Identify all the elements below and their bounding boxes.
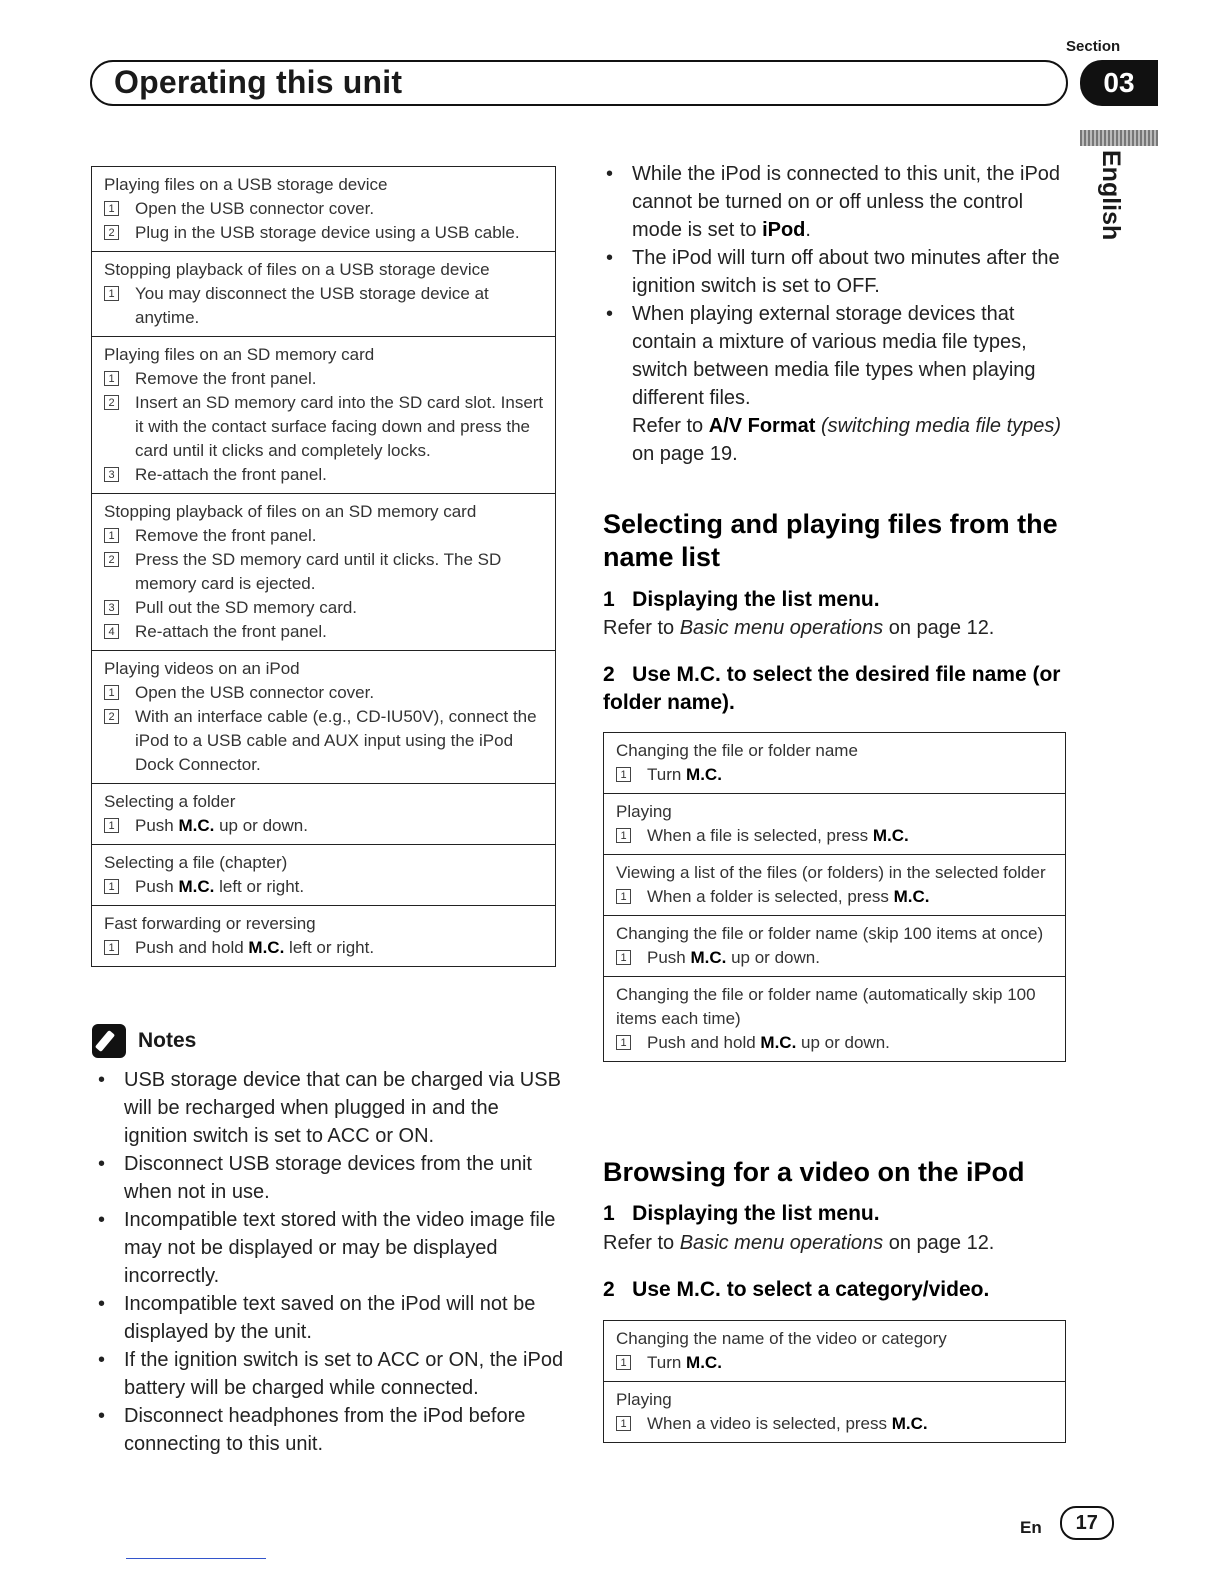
- section-number-badge: 03: [1080, 60, 1158, 106]
- list-item: • Incompatible text stored with the video image file may not be displayed or may be displayed incorrectly.: [94, 1206, 564, 1290]
- usb-sd-ipod-operations-table: [91, 166, 556, 967]
- step-text: Press the SD memory card until it clicks. The SD memory card is ejected.: [135, 550, 502, 593]
- language-code: En: [1020, 1518, 1042, 1537]
- step-text: Push M.C. up or down.: [647, 948, 820, 967]
- step-heading: 1 Displaying the list menu.: [603, 588, 880, 611]
- step: [616, 1351, 1055, 1375]
- step: [616, 1412, 1055, 1436]
- row-heading: Playing videos on an iPod: [104, 659, 300, 678]
- step-number-icon: 1: [616, 950, 631, 965]
- table-row: [92, 651, 555, 784]
- language-tab: [1095, 150, 1125, 250]
- step: [104, 875, 545, 899]
- list-item: • While the iPod is connected to this unit, the iPod cannot be turned on or off unless the control mode is set to iPod.: [602, 160, 1067, 244]
- step: [104, 463, 545, 487]
- step: [616, 824, 1055, 848]
- step: [616, 885, 1055, 909]
- table-row: [604, 916, 1065, 977]
- page-reference: Refer to Basic menu operations on page 12.: [603, 617, 995, 639]
- table-row: [604, 794, 1065, 855]
- table-row: [92, 167, 555, 252]
- step-text: Plug in the USB storage device using a USB cable.: [135, 223, 520, 242]
- step: [104, 681, 545, 705]
- list-item: • The iPod will turn off about two minutes after the ignition switch is set to OFF.: [602, 244, 1067, 300]
- list-item: • When playing external storage devices that contain a mixture of various media file types, switch between media file types when playing different files. Refer to A/V Format (switching media file types) on page 19.: [602, 300, 1067, 468]
- step: [104, 814, 545, 838]
- page-reference: Refer to Basic menu operations on page 12.: [603, 1232, 995, 1254]
- step-text: Pull out the SD memory card.: [135, 598, 358, 617]
- step-number-icon: 1: [104, 201, 119, 216]
- step-number-icon: 1: [616, 1355, 631, 1370]
- step: [104, 548, 545, 596]
- step-text: Turn M.C.: [647, 765, 722, 784]
- step: [104, 596, 545, 620]
- step-number-icon: 3: [104, 467, 119, 482]
- step-text: Remove the front panel.: [135, 526, 317, 545]
- list-item: • If the ignition switch is set to ACC or ON, the iPod battery will be charged while connected.: [94, 1346, 564, 1402]
- notes-title: Notes: [138, 1029, 197, 1052]
- step: [104, 282, 545, 330]
- step-text: Push and hold M.C. up or down.: [647, 1033, 890, 1052]
- step-number-icon: 1: [104, 528, 119, 543]
- row-heading: Changing the file or folder name (skip 100 items at once): [616, 924, 1044, 943]
- row-heading: Selecting a file (chapter): [104, 853, 288, 872]
- ipod-notes-list: [602, 160, 1067, 468]
- step-heading: 1 Displaying the list menu.: [603, 1202, 880, 1225]
- table-row: [92, 252, 555, 337]
- step: [104, 197, 545, 221]
- step: [104, 936, 545, 960]
- step-text: Turn M.C.: [647, 1353, 722, 1372]
- row-heading: Playing files on a USB storage device: [104, 175, 388, 194]
- table-row: [604, 977, 1065, 1061]
- notes-heading: [92, 1024, 196, 1058]
- page-number: 17: [1060, 1506, 1114, 1540]
- page-title: Operating this unit: [114, 64, 403, 100]
- table-row: [92, 494, 555, 651]
- table-row: [92, 337, 555, 494]
- row-heading: Fast forwarding or reversing: [104, 914, 316, 933]
- list-item: • USB storage device that can be charged via USB will be recharged when plugged in and the ignition switch is set to ACC or ON.: [94, 1066, 564, 1150]
- step-text: Push and hold M.C. left or right.: [135, 938, 375, 957]
- step-text: Open the USB connector cover.: [135, 199, 375, 218]
- step-number-icon: 1: [616, 1416, 631, 1431]
- step: [616, 1031, 1055, 1055]
- table-row: [604, 1321, 1065, 1382]
- section-heading-name-list: Selecting and playing files from the name list: [603, 509, 1058, 572]
- step-text: When a video is selected, press M.C.: [647, 1414, 928, 1433]
- step-number-icon: 1: [616, 1035, 631, 1050]
- step-text: Re-attach the front panel.: [135, 622, 327, 641]
- row-heading: Selecting a folder: [104, 792, 236, 811]
- table-row: [604, 733, 1065, 794]
- step-text: Push M.C. left or right.: [135, 877, 305, 896]
- table-row: [92, 906, 555, 966]
- step-text: When a file is selected, press M.C.: [647, 826, 909, 845]
- row-heading: Changing the file or folder name (automatically skip 100 items each time): [616, 985, 1036, 1028]
- step-number-icon: 2: [104, 709, 119, 724]
- step: [616, 763, 1055, 787]
- step-text: Open the USB connector cover.: [135, 683, 375, 702]
- list-item: • Disconnect headphones from the iPod before connecting to this unit.: [94, 1402, 564, 1458]
- notes-list: [94, 1066, 564, 1458]
- step-number-icon: 2: [104, 225, 119, 240]
- row-heading: Stopping playback of files on an SD memory card: [104, 502, 477, 521]
- step-number-icon: 3: [104, 600, 119, 615]
- row-heading: Playing: [616, 802, 672, 821]
- step: [104, 705, 545, 777]
- step-number-icon: 1: [616, 889, 631, 904]
- step: [104, 391, 545, 463]
- step-number-icon: 1: [616, 767, 631, 782]
- step: [104, 367, 545, 391]
- step-text: Re-attach the front panel.: [135, 465, 327, 484]
- section-label: Section: [1066, 38, 1121, 55]
- step-text: Remove the front panel.: [135, 369, 317, 388]
- step-number-icon: 2: [104, 395, 119, 410]
- step-text: Insert an SD memory card into the SD card slot. Insert it with the contact surface facing down and press the card until it clicks and completely locks.: [135, 393, 544, 460]
- step-number-icon: 1: [104, 879, 119, 894]
- language-tab-label: English: [1097, 150, 1125, 241]
- row-heading: Viewing a list of the files (or folders) in the selected folder: [616, 863, 1046, 882]
- row-heading: Changing the name of the video or category: [616, 1329, 947, 1348]
- step-number-icon: 1: [104, 940, 119, 955]
- step-number-icon: 1: [616, 828, 631, 843]
- video-browse-table: [603, 1320, 1066, 1443]
- decorative-strip: [1080, 130, 1158, 146]
- table-row: [92, 784, 555, 845]
- name-list-operations-table: [603, 732, 1066, 1062]
- list-item: • Incompatible text saved on the iPod will not be displayed by the unit.: [94, 1290, 564, 1346]
- step-number-icon: 1: [104, 286, 119, 301]
- table-row: [604, 1382, 1065, 1442]
- list-item: • Disconnect USB storage devices from the unit when not in use.: [94, 1150, 564, 1206]
- row-heading: Playing files on an SD memory card: [104, 345, 375, 364]
- section-heading-browse-video: Browsing for a video on the iPod: [603, 1157, 1025, 1187]
- step-number-icon: 1: [104, 685, 119, 700]
- pencil-icon: [92, 1024, 126, 1058]
- table-row: [92, 845, 555, 906]
- page-footer: [1020, 1506, 1114, 1540]
- row-heading: Playing: [616, 1390, 672, 1409]
- step-number-icon: 1: [104, 371, 119, 386]
- table-row: [604, 855, 1065, 916]
- step-number-icon: 4: [104, 624, 119, 639]
- footer-rule: [126, 1558, 266, 1559]
- step-number-icon: 1: [104, 818, 119, 833]
- step-text: When a folder is selected, press M.C.: [647, 887, 930, 906]
- step: [616, 946, 1055, 970]
- row-heading: Stopping playback of files on a USB storage device: [104, 260, 490, 279]
- step-text: With an interface cable (e.g., CD-IU50V), connect the iPod to a USB cable and AUX input using the iPod Dock Connector.: [135, 707, 537, 774]
- step: [104, 221, 545, 245]
- step-text: You may disconnect the USB storage device at anytime.: [135, 284, 489, 327]
- row-heading: Changing the file or folder name: [616, 741, 858, 760]
- step-heading: 2 Use M.C. to select a category/video.: [603, 1278, 990, 1301]
- step: [104, 524, 545, 548]
- step-number-icon: 2: [104, 552, 119, 567]
- step: [104, 620, 545, 644]
- step-text: Push M.C. up or down.: [135, 816, 308, 835]
- step-heading: 2 Use M.C. to select the desired file name (or folder name).: [603, 663, 1067, 714]
